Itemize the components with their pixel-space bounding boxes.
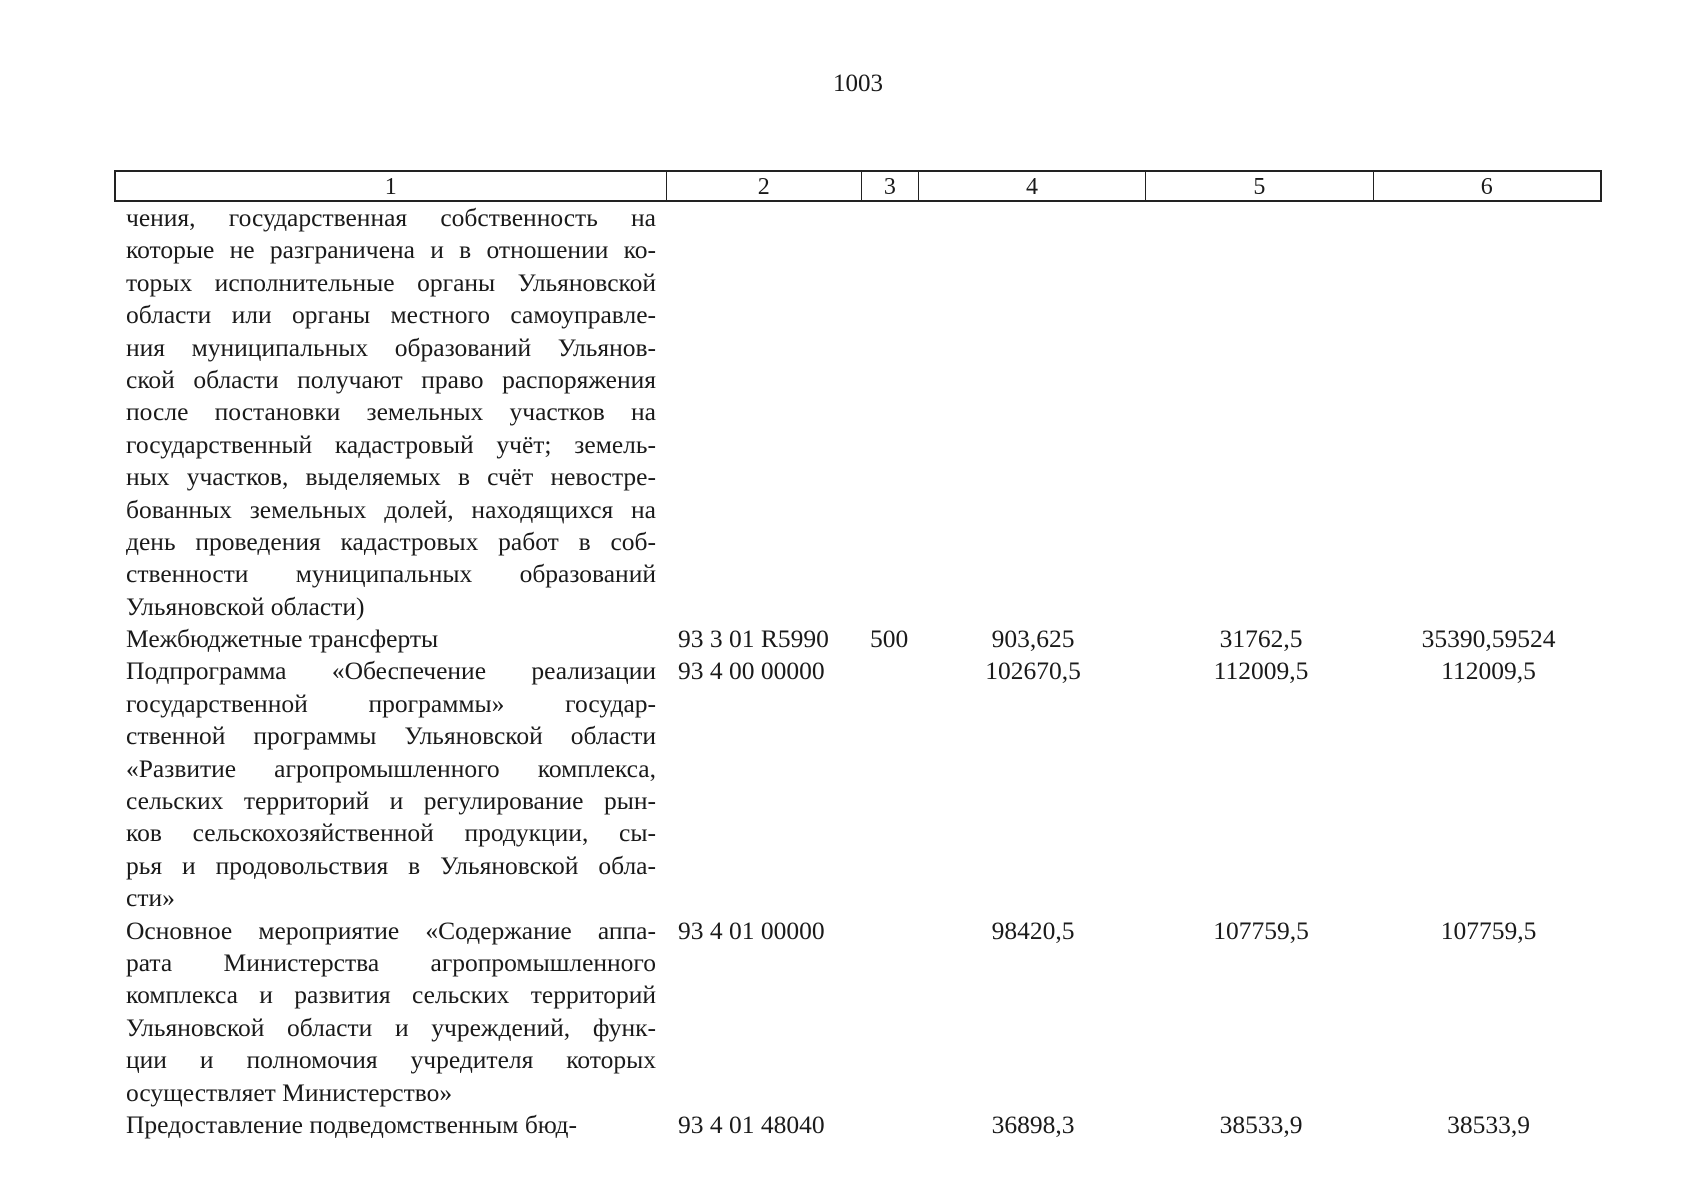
header-col-1: 1	[116, 172, 667, 200]
row-name-line: бованных земельных долей, находящихся на	[126, 494, 656, 524]
table-body	[114, 202, 1602, 1141]
row-type-cell	[862, 915, 919, 1109]
row-value-4-cell: 98420,5	[991, 915, 1075, 945]
table-row	[114, 915, 1602, 1109]
row-value-4-cell: 102670,5	[985, 656, 1081, 686]
header-col-2: 2	[667, 172, 862, 200]
page-number: 1003	[833, 70, 883, 97]
row-name-line: ственной программы Ульяновской области	[126, 721, 656, 751]
row-value-4-cell	[919, 202, 1147, 623]
header-col-3: 3	[862, 172, 919, 200]
row-name-line: ции и полномочия учредителя которых	[126, 1045, 656, 1075]
row-name-line: Основное мероприятие «Содержание аппа-	[126, 915, 656, 945]
row-name-line: комплекса и развития сельских территорий	[126, 980, 656, 1010]
row-type-cell: 500	[870, 624, 909, 654]
row-value-6-cell: 35390,59524	[1421, 624, 1556, 654]
row-value-6-cell	[1375, 202, 1602, 623]
row-value-6-cell: 107759,5	[1440, 915, 1537, 945]
row-value-5-cell: 107759,5	[1213, 915, 1309, 945]
header-col-6: 6	[1480, 174, 1493, 200]
row-name-line: рья и продовольствия в Ульяновской обла-	[126, 850, 656, 880]
row-name-line: осуществляет Министерство»	[126, 1077, 453, 1107]
row-code-cell: 93 3 01 R5990	[678, 624, 829, 654]
table-row	[114, 623, 1602, 655]
budget-table	[114, 170, 1602, 1141]
row-name-cell	[114, 655, 666, 914]
row-name-line: области или органы местного самоуправле-	[126, 300, 656, 330]
row-name-cell	[114, 623, 666, 655]
row-code-cell	[666, 202, 862, 623]
row-name-line: рата Министерства агропромышленного	[126, 948, 656, 977]
row-value-4-cell: 36898,3	[991, 1109, 1075, 1139]
row-name-line: Ульяновской области)	[126, 591, 365, 621]
row-name-line: ской области получают право распоряжения	[126, 364, 656, 394]
row-name-line: сти»	[126, 883, 175, 913]
header-col-4: 4	[919, 172, 1146, 200]
row-name-line: сельских территорий и регулирование рын-	[126, 786, 656, 816]
row-name-cell	[114, 202, 666, 623]
row-name-cell	[114, 1109, 666, 1141]
row-name-line: Межбюджетные трансферты	[126, 624, 439, 654]
row-value-5-cell: 112009,5	[1213, 656, 1309, 686]
table-row	[114, 655, 1602, 914]
row-name-line: после постановки земельных участков на	[126, 397, 656, 427]
row-type-cell	[862, 1109, 919, 1141]
row-name-line: ков сельскохозяйственной продукции, сы-	[126, 818, 656, 848]
row-name-line: Подпрограмма «Обеспечение реализации	[126, 656, 656, 686]
row-value-4-cell: 903,625	[991, 624, 1075, 654]
table-header-row	[114, 170, 1602, 202]
row-name-line: ния муниципальных образований Ульянов-	[126, 332, 656, 362]
row-type-cell	[862, 202, 919, 623]
row-name-line: которые не разграничена и в отношении ко-	[126, 235, 656, 265]
row-name-line: государственной программы» государ-	[126, 688, 656, 718]
table-row	[114, 1109, 1602, 1141]
row-code-cell: 93 4 01 00000	[678, 915, 825, 945]
row-value-5-cell	[1147, 202, 1375, 623]
row-name-line: ственности муниципальных образований	[126, 559, 656, 589]
row-name-line: «Развитие агропромышленного комплекса,	[126, 753, 656, 783]
row-code-cell: 93 4 01 48040	[678, 1109, 825, 1139]
header-col-5: 5	[1146, 172, 1373, 200]
row-name-line: чения, государственная собственность на	[126, 203, 656, 232]
table-row	[114, 202, 1602, 623]
row-name-line: торых исполнительные органы Ульяновской	[126, 267, 656, 297]
row-name-line: день проведения кадастровых работ в соб-	[126, 526, 656, 556]
row-name-line: государственный кадастровый учёт; земель-	[126, 429, 656, 459]
row-value-5-cell: 31762,5	[1219, 624, 1303, 654]
row-name-line: ных участков, выделяемых в счёт невостре-	[126, 462, 656, 492]
row-value-6-cell: 112009,5	[1441, 656, 1536, 686]
row-value-5-cell: 38533,9	[1219, 1109, 1303, 1139]
row-type-cell	[862, 655, 919, 914]
row-name-line: Ульяновской области и учреждений, функ-	[126, 1012, 656, 1042]
row-code-cell: 93 4 00 00000	[678, 656, 825, 686]
row-name-cell	[114, 915, 666, 1109]
row-name-line: Предоставление подведомственным бюд-	[126, 1109, 578, 1139]
row-value-6-cell: 38533,9	[1447, 1109, 1530, 1139]
